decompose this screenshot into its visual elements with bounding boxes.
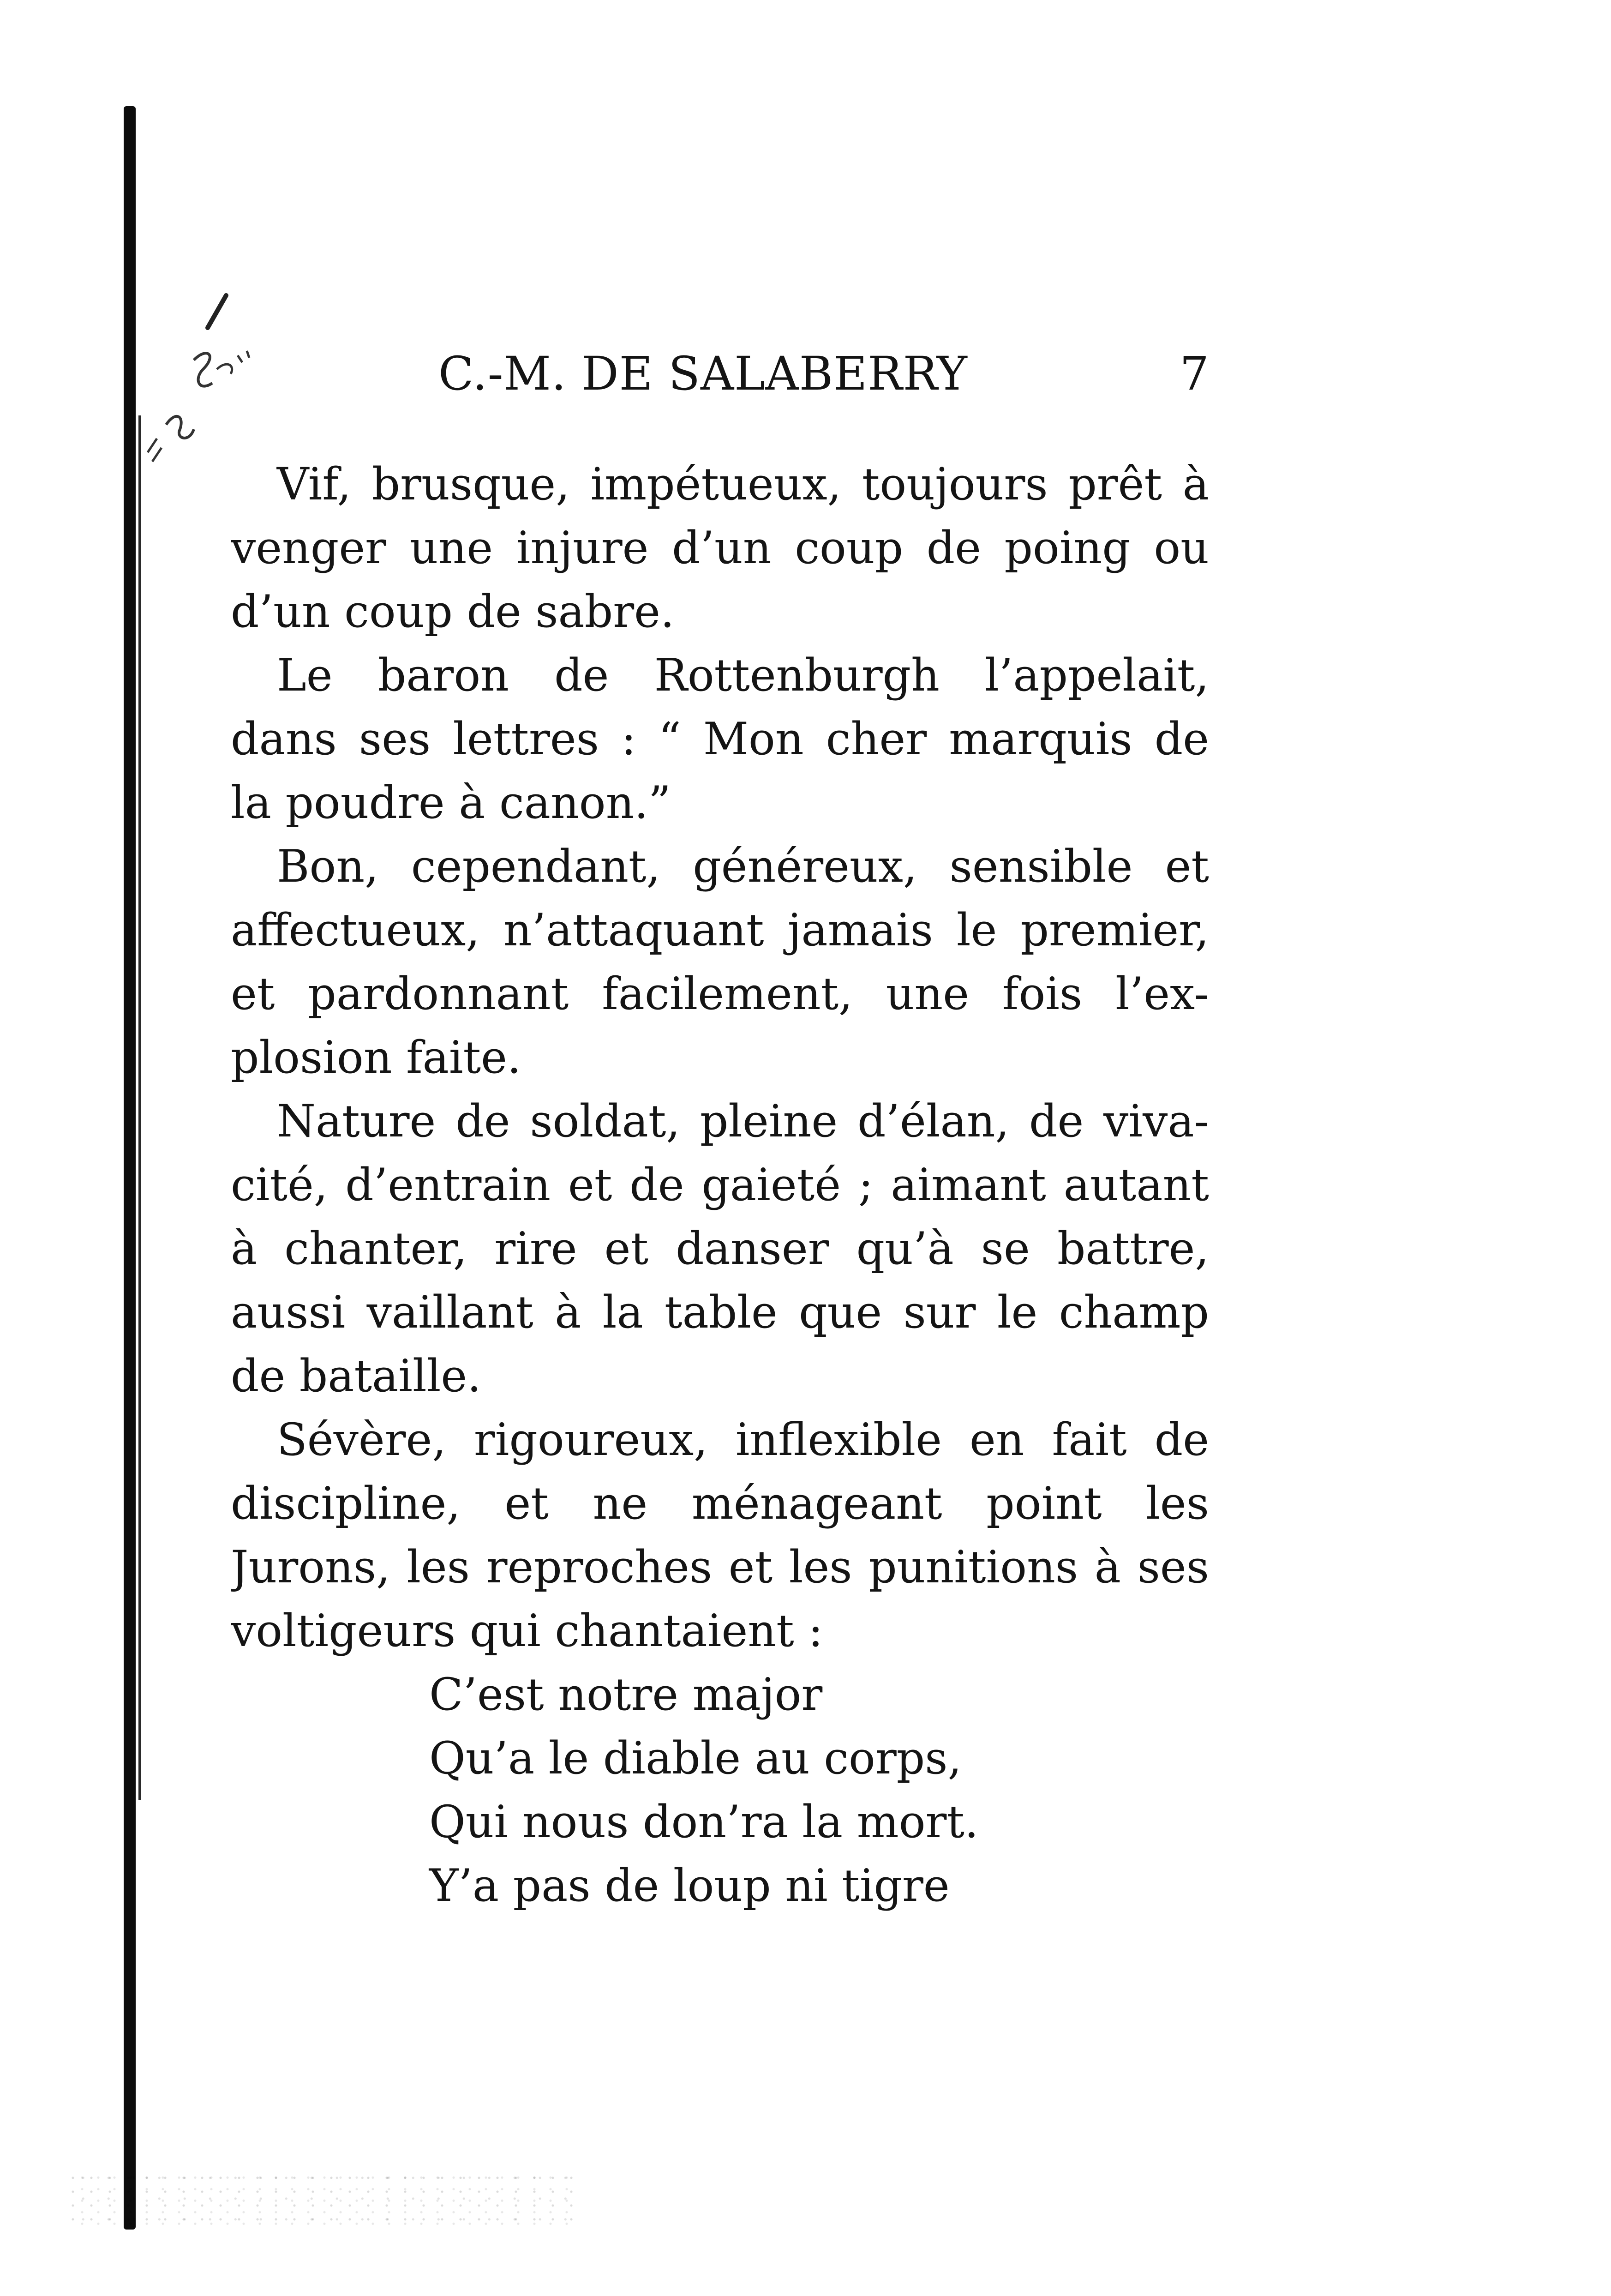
verse-block [231, 1663, 1209, 1917]
verse-line: Y’a pas de loup ni tigre [429, 1860, 950, 1911]
paragraph [231, 1408, 1209, 1663]
paragraph [231, 452, 1209, 643]
text-line: Jurons, les reproches et les punitions à ses [231, 1541, 1209, 1593]
text-line: cité, d’entrain et de gaieté ; aimant autant [231, 1159, 1209, 1211]
page-number: 7 [1180, 347, 1209, 401]
text-line: Nature de soldat, pleine d’élan, de viva- [277, 1095, 1209, 1147]
text-line: d’un coup de sabre. [231, 586, 675, 637]
text-line: plosion faite. [231, 1032, 521, 1083]
scan-speckle [69, 2170, 577, 2230]
text-line: aussi vaillant à la table que sur le champ [231, 1286, 1209, 1338]
page-header [231, 342, 1209, 406]
text-line: voltigeurs qui chantaient : [231, 1605, 823, 1657]
text-line: Sévère, rigoureux, inflexible en fait de [277, 1414, 1209, 1466]
text-line: Le baron de Rottenburgh l’appelait, [277, 649, 1209, 701]
text-line: à chanter, rire et danser qu’à se battre, [231, 1223, 1209, 1274]
verse-line: Qui nous don’ra la mort. [429, 1796, 979, 1848]
text-line: discipline, et ne ménageant point les [231, 1478, 1209, 1529]
text-line: dans ses lettres : “ Mon cher marquis de [231, 713, 1209, 765]
page-binding-shadow [138, 415, 141, 1800]
page-binding-edge [124, 106, 136, 2230]
verse-line: Qu’a le diable au corps, [429, 1732, 962, 1784]
paragraph [231, 835, 1209, 1089]
text-line: Bon, cependant, généreux, sensible et [277, 841, 1209, 892]
body-text [231, 452, 1209, 1917]
text-line: venger une injure d’un coup de poing ou [231, 522, 1209, 574]
paragraph [231, 1089, 1209, 1408]
text-line: la poudre à canon.” [231, 777, 671, 829]
text-line: Vif, brusque, impétueux, toujours prêt à [277, 458, 1209, 510]
paragraph [231, 643, 1209, 835]
text-line: de bataille. [231, 1350, 481, 1402]
text-line: affectueux, n’attaquant jamais le premier, [231, 904, 1209, 956]
text-line: et pardonnant facilement, une fois l’ex- [231, 968, 1209, 1020]
verse-line: C’est notre major [429, 1669, 823, 1720]
running-title: C.-M. DE SALABERRY [438, 347, 968, 401]
